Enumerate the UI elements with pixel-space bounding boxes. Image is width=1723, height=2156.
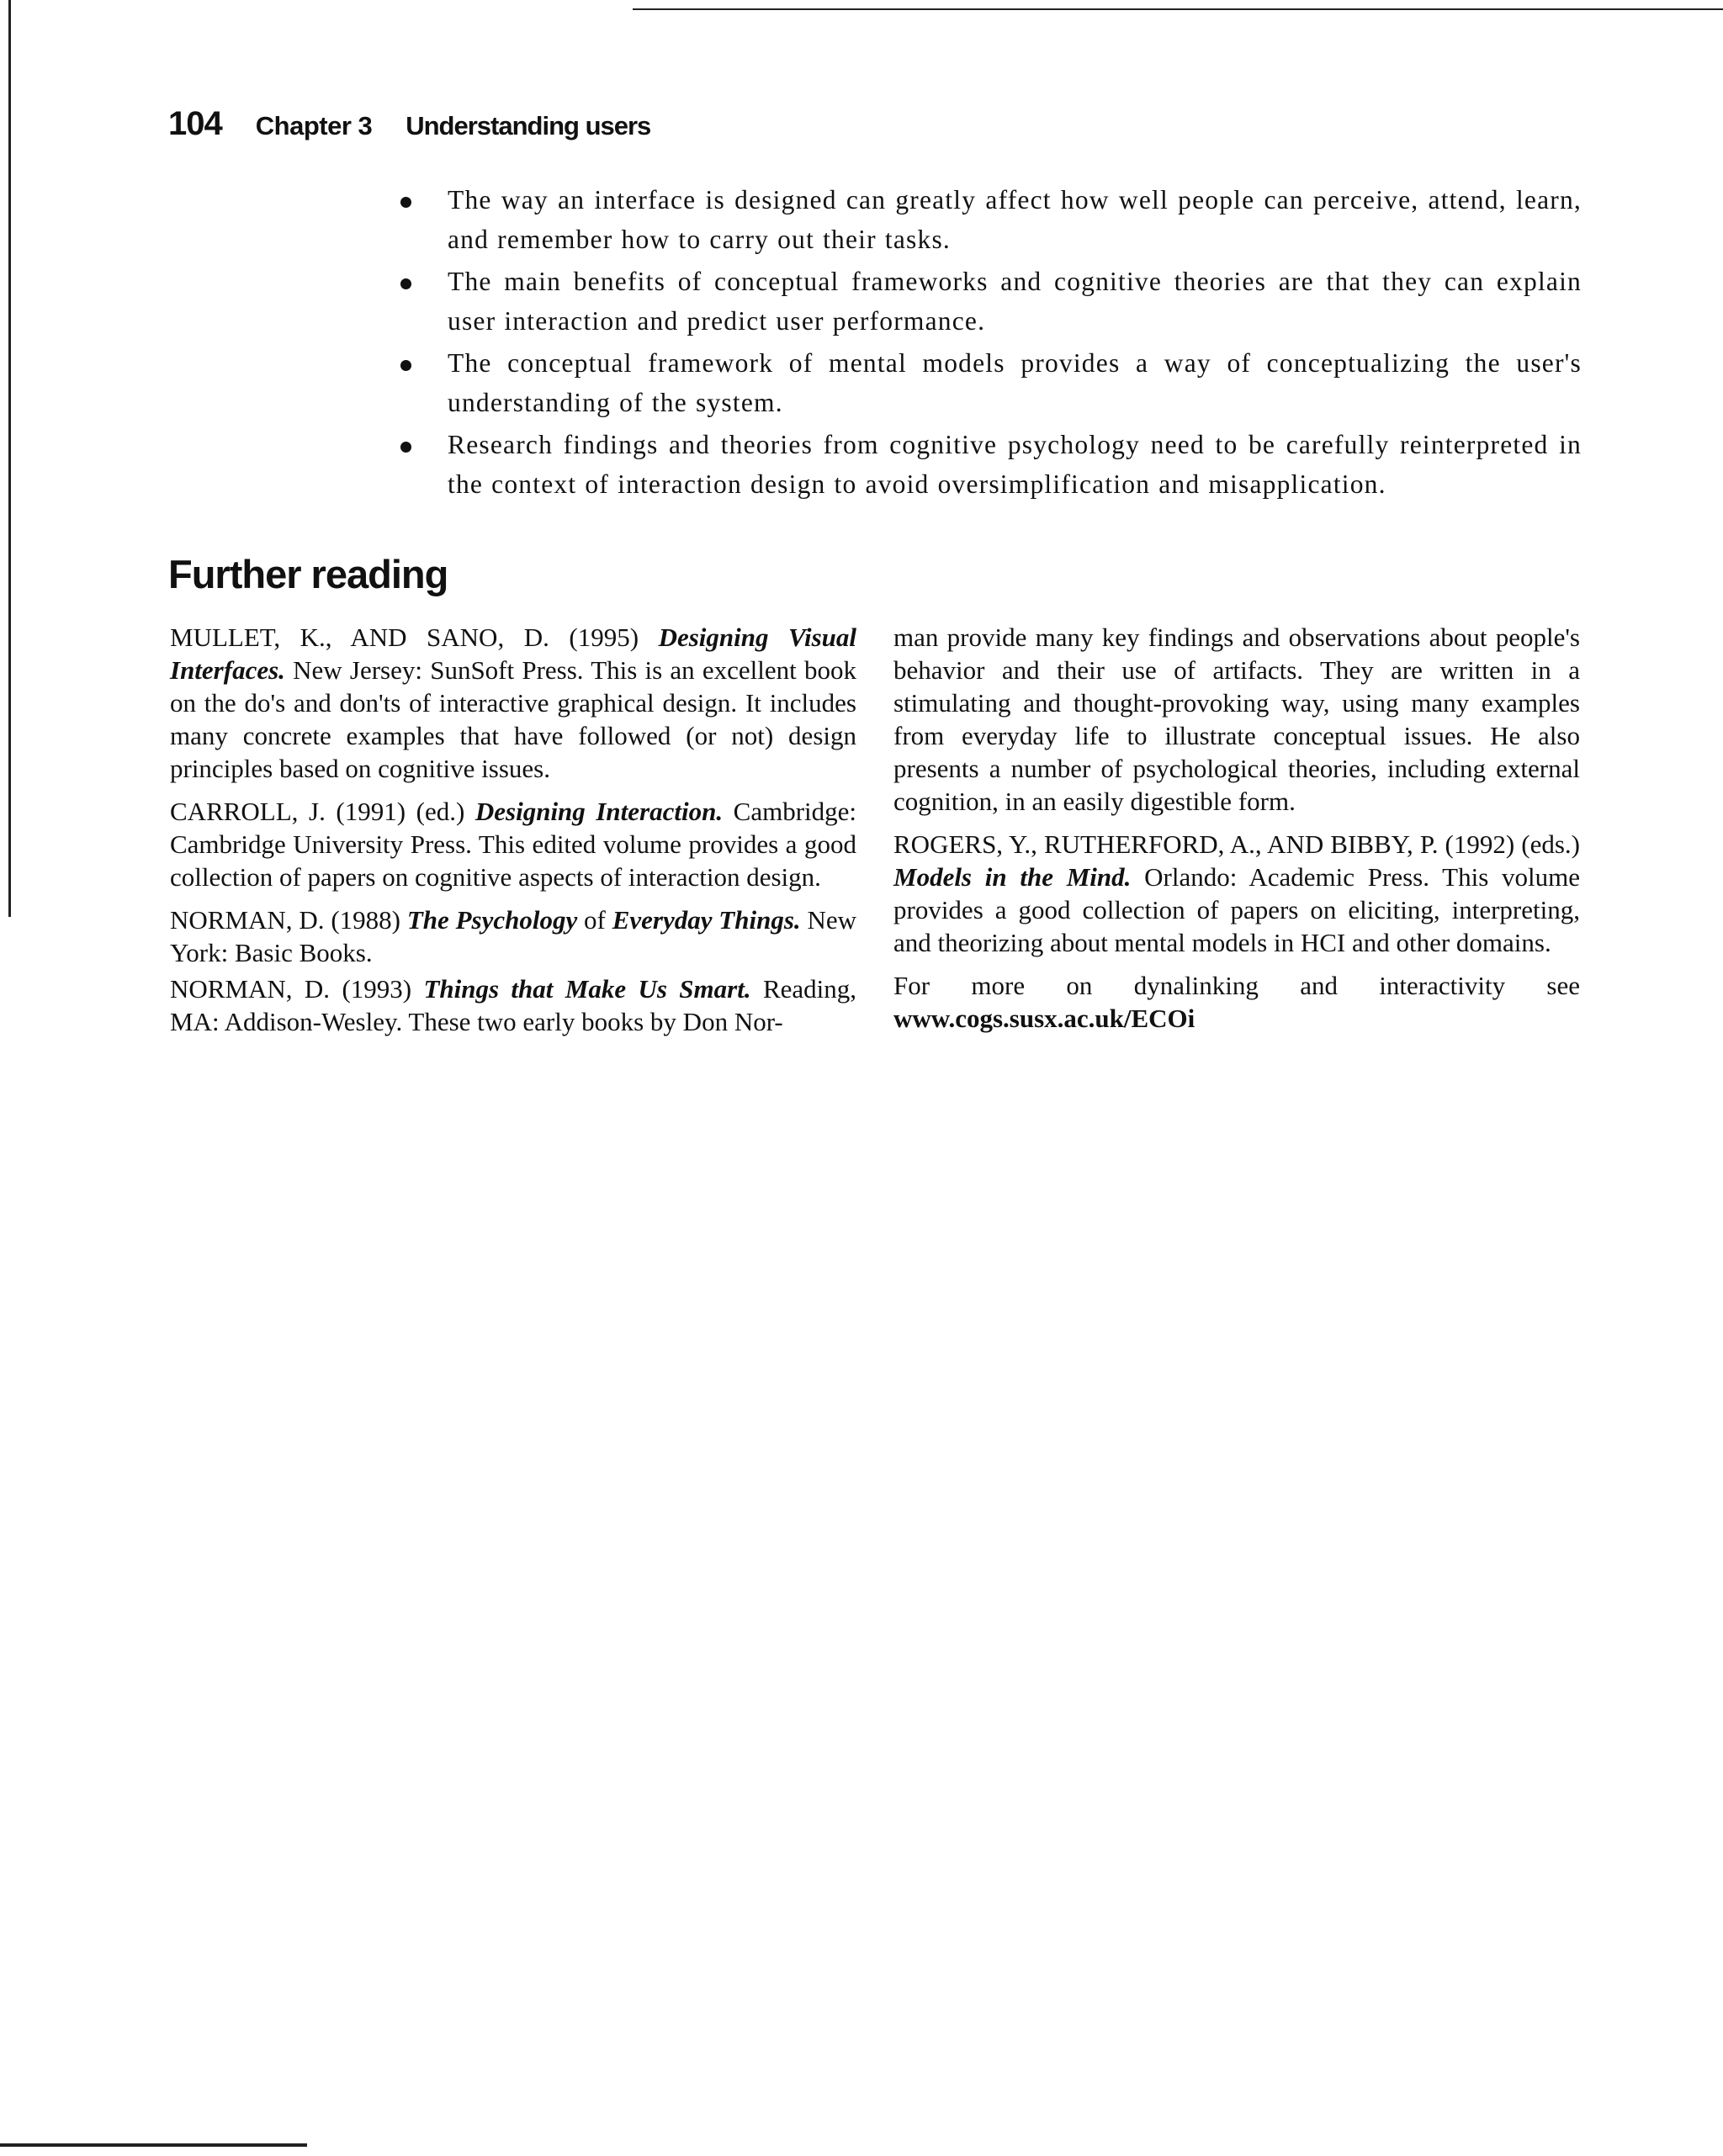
reference-year: (1991) (ed.) [336, 797, 465, 826]
summary-bullet-list [395, 180, 1582, 506]
reference-year: (1988) [331, 905, 400, 935]
closing-url-link[interactable]: www.cogs.susx.ac.uk/ECOi [893, 1004, 1195, 1033]
reference-authors: CARROLL, J. [170, 797, 326, 826]
reference-year: (1993) [342, 974, 412, 1004]
closing-note [893, 969, 1580, 1002]
bullet-dot-icon [400, 278, 411, 289]
bullet-dot-icon [400, 442, 411, 453]
reference-authors: ROGERS, Y., RUTHERFORD, A., AND BIBBY, P. [893, 829, 1439, 859]
further-reading-right-column [893, 621, 1580, 1045]
reference-book-title: Everyday Things. [612, 905, 801, 935]
reference-description: New Jersey: SunSoft Press. This is an excellent book on the do's and don'ts of interactive graphical design. It includes many concrete examples that have followed (or not) design principles based on cognitive issues. [170, 655, 857, 783]
chapter-title: Understanding users [406, 111, 651, 140]
reference-entry [170, 903, 856, 969]
reference-entry [170, 972, 856, 1038]
reference-entry [170, 795, 856, 893]
reference-entry-continued [893, 621, 1580, 818]
bullet-dot-icon [400, 360, 411, 371]
top-rule [633, 8, 1723, 10]
section-title-further-reading: Further reading [168, 552, 448, 596]
reference-description: Cambridge: Cambridge University Press. This edited volume provides a good collection of papers on cognitive aspects of interaction design. [170, 797, 857, 892]
bottom-rule [0, 2143, 307, 2147]
reference-year: (1992) (eds.) [1445, 829, 1581, 859]
reference-year: (1995) [569, 622, 639, 652]
reference-authors: NORMAN, D. [170, 905, 325, 935]
reference-description: Orlando: Academic Press. This volume provides a good collection of papers on eliciting, interpreting, and theorizing about mental models in HCI and other domains. [893, 862, 1581, 957]
reference-authors: NORMAN, D. [170, 974, 331, 1004]
running-head [168, 105, 650, 143]
page-number: 104 [168, 105, 222, 142]
reference-description: New York: Basic Books. [170, 905, 857, 967]
reference-book-title: Designing Visual Interfaces. [170, 622, 857, 685]
reference-book-title: Designing Interaction. [474, 797, 724, 826]
reference-description-part: Reading, MA: Addison-Wesley. These two early books by Don Nor- [170, 974, 857, 1036]
reference-authors: MULLET, K., AND SANO, D. [170, 622, 549, 652]
bullet-dot-icon [400, 197, 411, 208]
summary-bullet: Research findings and theories from cognitive psychology need to be carefully reinterpreted in the context of interaction design to avoid oversimplification and misapplication. [395, 425, 1582, 504]
closing-note-text: For more on dynalinking and interactivity see [893, 971, 1580, 1000]
summary-bullet: The way an interface is designed can greatly affect how well people can perceive, attend, learn, and remember how to carry out their tasks. [395, 180, 1582, 259]
reference-book-title: Models in the Mind. [893, 862, 1132, 892]
page-edge-bar [8, 0, 11, 917]
reference-description-part: man provide many key findings and observations about people's behavior and their use of artifacts. They are written in a stimulating and thought-provoking way, using many examples from everyday life to illustrate conceptual issues. He also presents a number of psychological theories, including external cognition, in an easily digestible form. [893, 622, 1580, 816]
summary-bullet: The main benefits of conceptual frameworks and cognitive theories are that they can explain user interaction and predict user performance. [395, 262, 1582, 341]
closing-url-line [893, 1002, 1580, 1035]
reference-book-title: The Psychology [406, 905, 578, 935]
chapter-label: Chapter 3 [255, 111, 373, 140]
reference-book-title: Things that Make Us Smart. [423, 974, 751, 1004]
reference-book-title-connector: of [584, 905, 606, 935]
further-reading-left-column [170, 621, 856, 1048]
summary-bullet: The conceptual framework of mental models provides a way of conceptualizing the user's understanding of the system. [395, 343, 1582, 422]
reference-entry [170, 621, 856, 785]
reference-entry [893, 828, 1580, 959]
